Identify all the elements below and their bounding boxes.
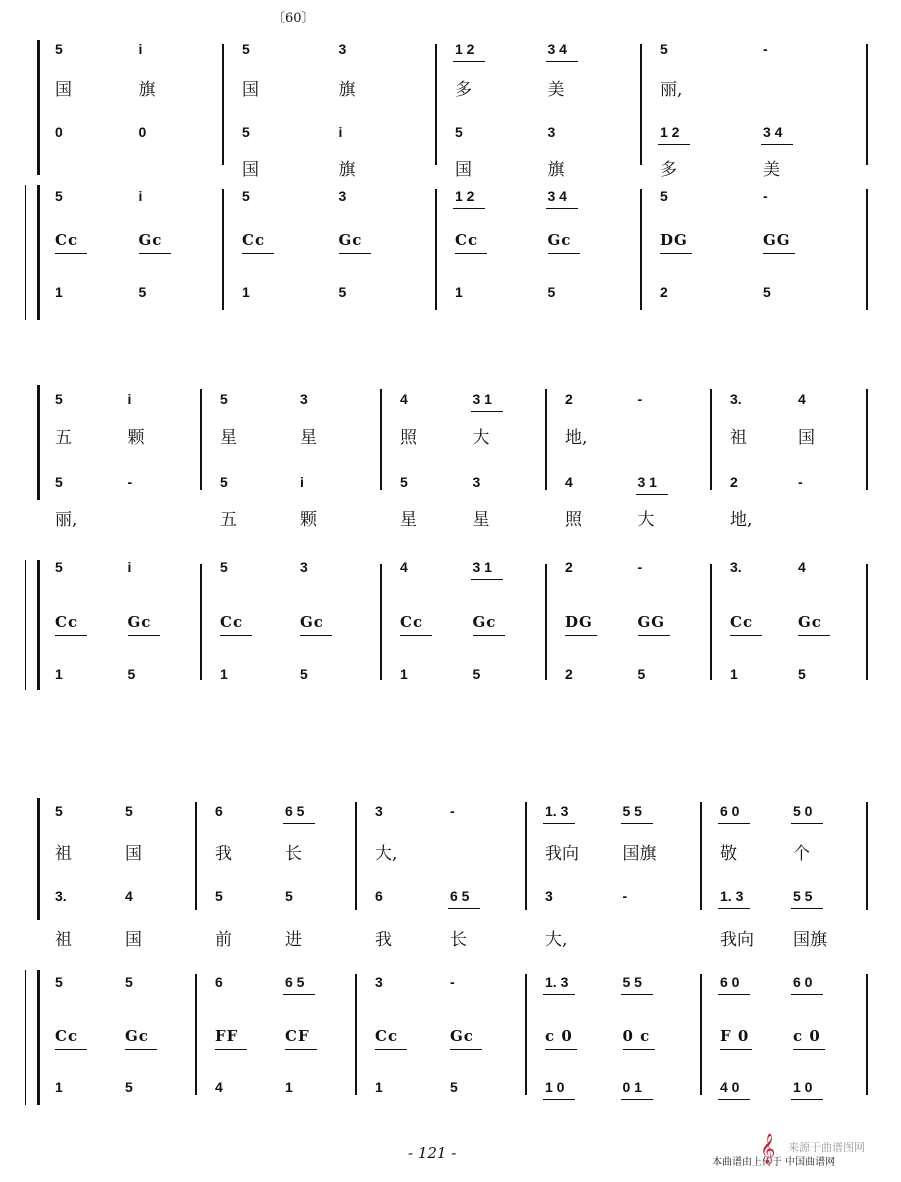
voice-token: 5 5	[793, 888, 813, 904]
voice-token: 6	[375, 888, 383, 904]
lyric-token: 敬	[720, 844, 737, 864]
voice-token: 3.	[730, 391, 742, 407]
barline	[435, 189, 437, 310]
voice-token: 3	[375, 974, 383, 990]
chord-token: Cc	[730, 613, 754, 631]
voice-token: 3 4	[763, 124, 783, 140]
voice-token: 5	[138, 284, 147, 300]
chord-token: c 0	[793, 1027, 821, 1045]
voice-token: 1 2	[455, 188, 475, 204]
voice-token: 1. 3	[545, 974, 569, 990]
chord-underline	[548, 253, 580, 254]
voice-token: 6 5	[450, 888, 470, 904]
lyric-token: 颗	[300, 510, 317, 530]
voice-token: 5	[660, 41, 668, 57]
lyric-token: 旗	[338, 160, 356, 180]
voice-token: 6 0	[793, 974, 813, 990]
voice-token: 1	[55, 666, 63, 682]
lyric-token: 旗	[547, 160, 565, 180]
voice-token: 5	[220, 391, 228, 407]
chord-token: Cc	[375, 1027, 399, 1045]
voice-token: 5	[127, 666, 136, 682]
chord-underline	[285, 1049, 317, 1050]
chord-token: Cc	[55, 231, 79, 249]
chord-token: FF	[215, 1027, 239, 1045]
chord-underline	[565, 635, 597, 636]
voice-token: -	[127, 474, 133, 490]
voice-token: -	[637, 559, 643, 575]
voice-token: 1	[55, 1079, 63, 1095]
lyric-token: 丽,	[55, 510, 78, 530]
lyric-token: 大,	[545, 930, 568, 950]
beam-underline	[718, 908, 750, 909]
voice-token: 5	[450, 1079, 458, 1095]
voice-token: 5	[242, 124, 250, 140]
voice-token: -	[798, 474, 803, 490]
voice-token: 1	[730, 666, 738, 682]
lyric-token: 丽,	[660, 80, 683, 100]
chord-token: Cc	[55, 613, 79, 631]
voice-token: 2	[565, 559, 573, 575]
lyric-token: 国	[125, 844, 142, 864]
barline	[545, 389, 547, 490]
lyric-token: 星	[472, 510, 490, 530]
lyric-token: 我向	[545, 844, 579, 864]
chord-token: Cc	[55, 1027, 79, 1045]
chord-token: DG	[565, 613, 593, 631]
barline	[525, 974, 527, 1095]
voice-token: 1	[242, 284, 250, 300]
voice-token: 3.	[55, 888, 67, 904]
voice-token: -	[763, 41, 768, 57]
lyric-token: 照	[400, 428, 417, 448]
chord-token: Gc	[300, 613, 324, 631]
lyric-token: 国	[798, 428, 815, 448]
voice-token: 3	[545, 888, 553, 904]
beam-underline	[791, 994, 823, 995]
beam-underline	[471, 579, 503, 580]
voice-token: 5	[242, 188, 250, 204]
voice-token: 3	[547, 124, 556, 140]
voice-token: 5	[220, 474, 228, 490]
voice-token: 1 2	[455, 41, 475, 57]
voice-token: 3	[300, 391, 308, 407]
beam-underline	[453, 208, 485, 209]
barline	[195, 802, 197, 910]
page-number: - 121 -	[408, 1144, 457, 1162]
lyric-token: 星	[220, 428, 237, 448]
voice-token: 5	[400, 474, 408, 490]
chord-token: Gc	[798, 613, 822, 631]
voice-token: 1	[400, 666, 408, 682]
chord-underline	[339, 253, 371, 254]
beam-underline	[621, 1099, 653, 1100]
barline	[866, 974, 868, 1095]
voice-token: -	[622, 888, 628, 904]
chord-token: 0 c	[622, 1027, 651, 1045]
beam-underline	[283, 994, 315, 995]
voice-token: -	[637, 391, 643, 407]
voice-token: 3	[472, 474, 481, 490]
lyric-token: 个	[793, 844, 810, 864]
voice-token: 3	[338, 41, 347, 57]
chord-token: Cc	[242, 231, 266, 249]
lyric-token: 大	[637, 510, 655, 530]
voice-token: 6	[215, 803, 223, 819]
beam-underline	[718, 1099, 750, 1100]
voice-token: 3.	[730, 559, 742, 575]
beam-underline	[543, 1099, 575, 1100]
chord-token: Cc	[455, 231, 479, 249]
barline	[355, 802, 357, 910]
voice-token: 1	[55, 284, 63, 300]
voice-token: 3	[375, 803, 383, 819]
voice-token: 4	[400, 559, 408, 575]
voice-token: 5	[55, 474, 63, 490]
chord-token: Cc	[400, 613, 424, 631]
voice-token: i	[127, 391, 132, 407]
lyric-token: 星	[400, 510, 417, 530]
barline	[700, 802, 702, 910]
voice-token: i	[300, 474, 304, 490]
voice-token: 0	[138, 124, 147, 140]
lyric-token: 我向	[720, 930, 754, 950]
lyric-token: 美	[763, 160, 780, 180]
barline	[866, 44, 868, 165]
voice-token: 1 0	[545, 1079, 565, 1095]
chord-underline	[215, 1049, 247, 1050]
voice-token: 2	[660, 284, 668, 300]
voice-token: 6 0	[720, 974, 740, 990]
voice-token: 3 1	[637, 474, 657, 490]
lyric-token: 照	[565, 510, 582, 530]
voice-token: 5	[55, 559, 63, 575]
chord-token: c 0	[545, 1027, 573, 1045]
system-bracket	[37, 40, 40, 175]
voice-token: 1	[220, 666, 228, 682]
lyric-token: 祖	[730, 428, 747, 448]
voice-token: 3 1	[472, 559, 492, 575]
voice-token: i	[338, 124, 343, 140]
lyric-token: 前	[215, 930, 232, 950]
beam-underline	[543, 994, 575, 995]
lyric-token: 国	[55, 80, 72, 100]
lyric-token: 大	[472, 428, 490, 448]
voice-token: 6 0	[720, 803, 740, 819]
voice-token: 3	[338, 188, 347, 204]
beam-underline	[546, 208, 578, 209]
chord-token: CF	[285, 1027, 310, 1045]
voice-token: -	[450, 803, 455, 819]
lyric-token: 颗	[127, 428, 145, 448]
voice-token: 5	[125, 974, 133, 990]
chord-underline	[455, 253, 487, 254]
lyric-token: 多	[660, 160, 677, 180]
voice-token: 4	[565, 474, 573, 490]
voice-token: 1. 3	[545, 803, 569, 819]
group-brace	[25, 970, 26, 1105]
beam-underline	[636, 494, 668, 495]
chord-underline	[793, 1049, 825, 1050]
voice-token: 0	[55, 124, 63, 140]
voice-token: 6 5	[285, 803, 305, 819]
upload-footer: 本曲谱由上传于 中国曲谱网	[712, 1157, 836, 1168]
beam-underline	[621, 823, 653, 824]
voice-token: 1. 3	[720, 888, 744, 904]
lyric-token: 旗	[138, 80, 156, 100]
barline	[710, 389, 712, 490]
voice-token: 2	[565, 666, 573, 682]
lyric-token: 国旗	[622, 844, 657, 864]
voice-token: i	[138, 188, 143, 204]
system-bracket	[37, 970, 40, 1105]
voice-token: 5	[338, 284, 347, 300]
beam-underline	[791, 908, 823, 909]
chord-underline	[220, 635, 252, 636]
voice-token: 4	[798, 391, 806, 407]
voice-token: 4	[798, 559, 806, 575]
voice-token: 0 1	[622, 1079, 642, 1095]
beam-underline	[718, 823, 750, 824]
voice-token: 1	[285, 1079, 293, 1095]
chord-underline	[730, 635, 762, 636]
barline	[380, 389, 382, 490]
lyric-token: 祖	[55, 930, 72, 950]
chord-token: GG	[637, 613, 666, 631]
lyric-token: 地,	[565, 428, 588, 448]
chord-underline	[450, 1049, 482, 1050]
lyric-token: 长	[450, 930, 467, 950]
voice-token: 1 2	[660, 124, 680, 140]
voice-token: 5 0	[793, 803, 813, 819]
voice-token: 5	[55, 391, 63, 407]
barline	[710, 564, 712, 680]
lyric-token: 我	[215, 844, 232, 864]
barline	[222, 189, 224, 310]
chord-token: DG	[660, 231, 688, 249]
beam-underline	[791, 1099, 823, 1100]
beam-underline	[791, 823, 823, 824]
chord-underline	[720, 1049, 752, 1050]
barline	[525, 802, 527, 910]
chord-token: Gc	[450, 1027, 474, 1045]
beam-underline	[621, 994, 653, 995]
chord-underline	[763, 253, 795, 254]
lyric-token: 国	[242, 80, 259, 100]
lyric-token: 美	[547, 80, 565, 100]
beam-underline	[546, 61, 578, 62]
voice-token: 4 0	[720, 1079, 740, 1095]
chord-underline	[623, 1049, 655, 1050]
voice-token: 3 1	[472, 391, 492, 407]
barline	[866, 389, 868, 490]
chord-underline	[55, 253, 87, 254]
voice-token: 5	[285, 888, 293, 904]
voice-token: 5 5	[622, 974, 642, 990]
voice-token: 1	[375, 1079, 383, 1095]
barline	[435, 44, 437, 165]
chord-token: GG	[763, 231, 791, 249]
lyric-token: 星	[300, 428, 317, 448]
lyric-token: 地,	[730, 510, 753, 530]
chord-underline	[242, 253, 274, 254]
voice-token: 2	[565, 391, 573, 407]
chord-underline	[545, 1049, 577, 1050]
voice-token: 5	[798, 666, 806, 682]
chord-underline	[139, 253, 171, 254]
lyric-token: 长	[285, 844, 302, 864]
measure-number: 〔60〕	[272, 11, 315, 26]
beam-underline	[453, 61, 485, 62]
voice-token: 5	[472, 666, 481, 682]
chord-underline	[375, 1049, 407, 1050]
beam-underline	[658, 144, 690, 145]
barline	[866, 564, 868, 680]
voice-token: 5	[763, 284, 771, 300]
chord-underline	[55, 1049, 87, 1050]
group-brace	[25, 560, 26, 690]
chord-token: Gc	[547, 231, 572, 249]
lyric-token: 国旗	[793, 930, 827, 950]
lyric-token: 祖	[55, 844, 72, 864]
chord-underline	[300, 635, 332, 636]
voice-token: 3 4	[547, 41, 567, 57]
watermark: 来源于曲谱图网	[788, 1141, 865, 1154]
voice-token: 5 5	[622, 803, 642, 819]
beam-underline	[448, 908, 480, 909]
chord-token: Gc	[338, 231, 363, 249]
treble-clef-logo-icon: 𝄞	[760, 1134, 776, 1164]
voice-token: 5	[125, 1079, 133, 1095]
group-brace	[25, 185, 26, 320]
voice-token: 5	[55, 974, 63, 990]
beam-underline	[283, 823, 315, 824]
barline	[866, 189, 868, 310]
voice-token: 3	[300, 559, 308, 575]
chord-token: Gc	[472, 613, 497, 631]
barline	[195, 974, 197, 1095]
lyric-token: 大,	[375, 844, 398, 864]
barline	[355, 974, 357, 1095]
lyric-token: 我	[375, 930, 392, 950]
system-bracket	[37, 385, 40, 500]
chord-underline	[55, 635, 87, 636]
lyric-token: 进	[285, 930, 302, 950]
lyric-token: 五	[55, 428, 72, 448]
beam-underline	[718, 994, 750, 995]
voice-token: 4	[125, 888, 133, 904]
chord-underline	[125, 1049, 157, 1050]
voice-token: 3 4	[547, 188, 567, 204]
lyric-token: 国	[455, 160, 472, 180]
barline	[640, 44, 642, 165]
voice-token: -	[763, 188, 768, 204]
voice-token: 5	[55, 803, 63, 819]
beam-underline	[543, 823, 575, 824]
beam-underline	[761, 144, 793, 145]
barline	[866, 802, 868, 910]
chord-token: Cc	[220, 613, 244, 631]
chord-token: Gc	[125, 1027, 149, 1045]
chord-underline	[473, 635, 505, 636]
barline	[545, 564, 547, 680]
lyric-token: 国	[242, 160, 259, 180]
system-bracket	[37, 560, 40, 690]
chord-underline	[400, 635, 432, 636]
barline	[200, 564, 202, 680]
lyric-token: 多	[455, 80, 472, 100]
voice-token: 5	[125, 803, 133, 819]
voice-token: 5	[220, 559, 228, 575]
chord-underline	[660, 253, 692, 254]
voice-token: 5	[215, 888, 223, 904]
voice-token: 6	[215, 974, 223, 990]
voice-token: 1	[455, 284, 463, 300]
chord-token: Gc	[127, 613, 152, 631]
voice-token: 5	[242, 41, 250, 57]
voice-token: i	[138, 41, 143, 57]
barline	[222, 44, 224, 165]
barline	[640, 189, 642, 310]
lyric-token: 国	[125, 930, 142, 950]
voice-token: 5	[660, 188, 668, 204]
voice-token: 6 5	[285, 974, 305, 990]
voice-token: 4	[400, 391, 408, 407]
chord-token: Gc	[138, 231, 163, 249]
voice-token: 1 0	[793, 1079, 813, 1095]
voice-token: 5	[300, 666, 308, 682]
system-bracket	[37, 185, 40, 320]
chord-token: F 0	[720, 1027, 750, 1045]
voice-token: 5	[455, 124, 463, 140]
voice-token: -	[450, 974, 455, 990]
voice-token: 5	[637, 666, 646, 682]
barline	[700, 974, 702, 1095]
voice-token: 4	[215, 1079, 223, 1095]
beam-underline	[471, 411, 503, 412]
chord-underline	[128, 635, 160, 636]
voice-token: 2	[730, 474, 738, 490]
voice-token: 5	[547, 284, 556, 300]
lyric-token: 五	[220, 510, 237, 530]
barline	[200, 389, 202, 490]
chord-underline	[638, 635, 670, 636]
voice-token: 5	[55, 188, 63, 204]
voice-token: 5	[55, 41, 63, 57]
barline	[380, 564, 382, 680]
voice-token: i	[127, 559, 132, 575]
lyric-token: 旗	[338, 80, 356, 100]
system-bracket	[37, 798, 40, 920]
chord-underline	[798, 635, 830, 636]
